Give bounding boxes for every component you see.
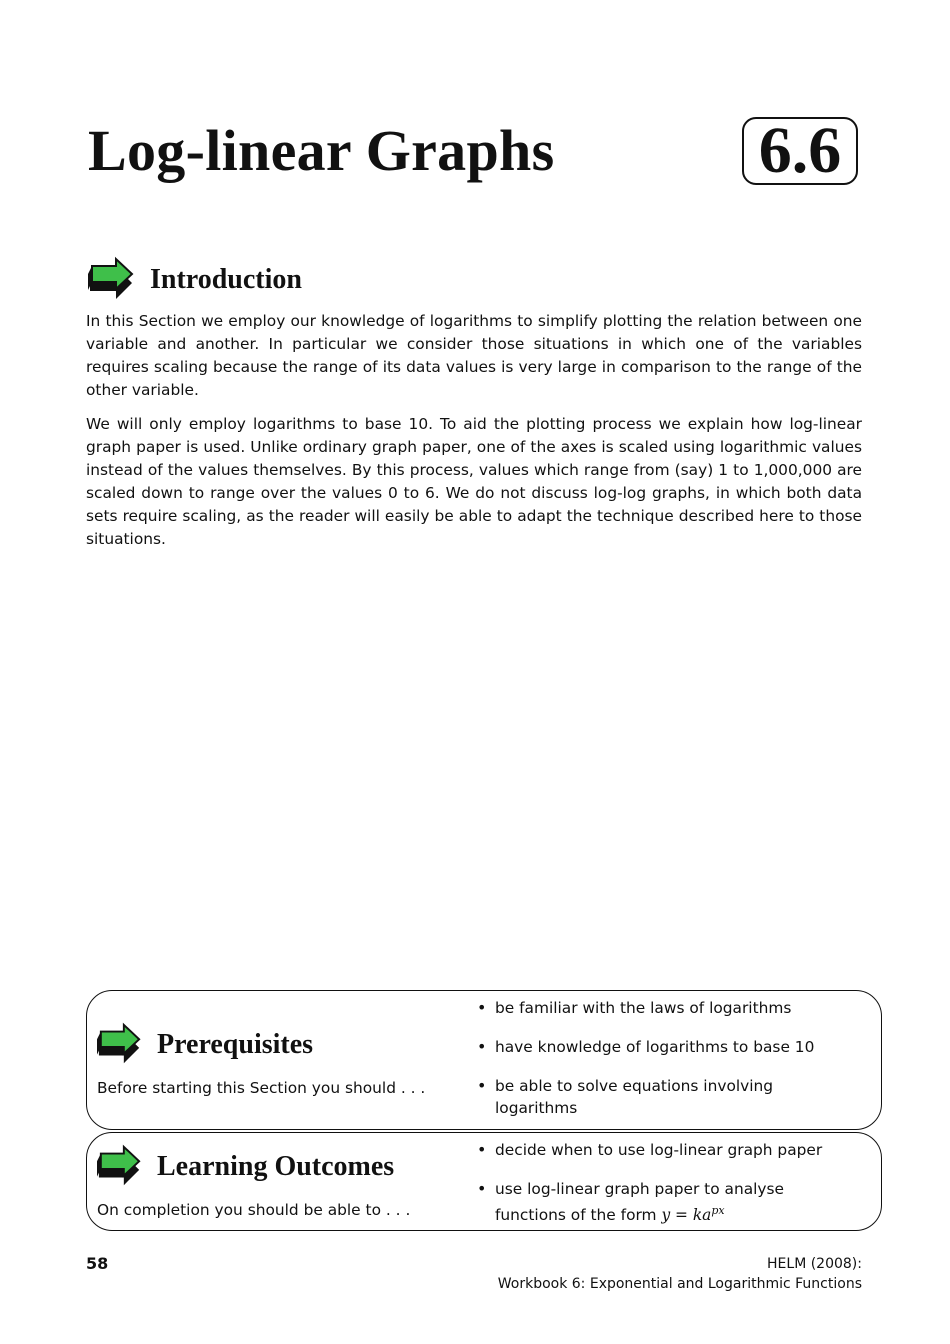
green-arrow-icon — [97, 1144, 143, 1190]
list-item: • be familiar with the laws of logarithms — [475, 997, 855, 1019]
introduction-body — [86, 310, 862, 562]
prerequisites-box — [86, 990, 882, 1130]
list-item: • have knowledge of logarithms to base 10 — [475, 1036, 855, 1058]
formula — [661, 1206, 724, 1224]
learning-outcomes-box — [86, 1132, 882, 1231]
footer-line: HELM (2008): — [767, 1256, 862, 1272]
list-item: • decide when to use log-linear graph paper — [475, 1139, 855, 1161]
introduction-heading: Introduction — [150, 264, 302, 295]
prerequisites-heading: Prerequisites — [157, 1029, 314, 1060]
section-number-badge: 6.6 — [742, 117, 858, 185]
formula-base: y = ka — [661, 1206, 712, 1225]
introduction-paragraph: We will only employ logarithms to base 10. To aid the plotting process we explain how log-linear graph paper is used. Unlike ordinary graph paper, one of the axes is scaled using logarithmic values instead of the values themselves. By this process, values which range from (say) 1 to 1,000,000 are scaled down to range over the values 0 to 6. We do not discuss log-log graphs, in which both data sets require scaling, as the reader will easily be able to adapt the technique described here to those situations. — [86, 415, 862, 548]
introduction-paragraph: In this Section we employ our knowledge of logarithms to simplify plotting the relation between one variable and another. In particular we consider those situations in which one of the variables requires scaling because the range of its data values is very large in comparison to the range of the other variable. — [86, 312, 862, 399]
prerequisites-lead: Before starting this Section you should . . . — [97, 1079, 426, 1097]
learning-outcomes-lead: On completion you should be able to . . . — [97, 1201, 411, 1219]
prerequisites-list — [475, 997, 855, 1136]
footer-citation — [498, 1254, 862, 1294]
formula-exponent: px — [711, 1204, 725, 1217]
prerequisites-heading-row — [97, 1023, 313, 1067]
green-arrow-icon — [88, 256, 136, 304]
learning-outcomes-heading-row — [97, 1145, 394, 1189]
learning-outcomes-list — [475, 1139, 855, 1243]
list-item: • be able to solve equations involving logarithms — [475, 1075, 855, 1119]
list-item-text: use log-linear graph paper to analyse functions of the form — [495, 1180, 785, 1225]
footer-line: Workbook 6: Exponential and Logarithmic Functions — [497, 1276, 862, 1292]
page-number: 58 — [86, 1254, 109, 1273]
page-title: Log-linear Graphs — [88, 118, 555, 183]
introduction-heading-row — [88, 256, 302, 304]
green-arrow-icon — [97, 1022, 143, 1068]
list-item — [475, 1178, 855, 1226]
learning-outcomes-heading: Learning Outcomes — [157, 1151, 395, 1182]
